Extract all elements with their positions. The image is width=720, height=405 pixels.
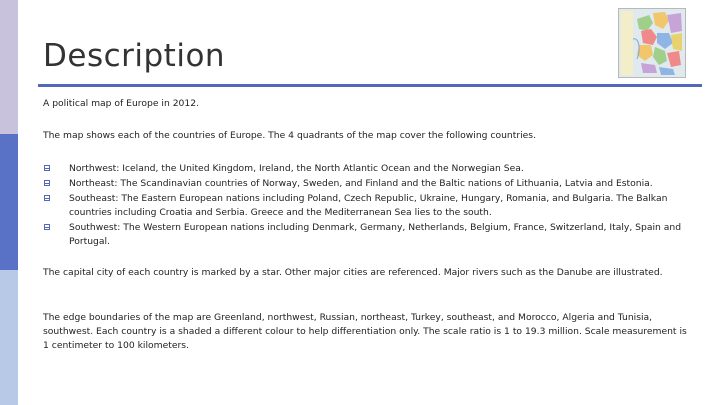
sidebar-color-band [0,0,18,405]
square-bullet-icon [44,165,50,171]
capitals-paragraph: The capital city of each country is marked by a star. Other major cities are referenced. Major rivers such as the Danube are illustrated. [43,267,663,278]
list-item-text: Southwest: The Western European nations including Denmark, Germany, Netherlands, Belgium, France, Switzerland, Italy, Spain and Portugal. [69,222,682,247]
square-bullet-icon [44,195,50,201]
sidebar-segment-middle [0,134,18,270]
europe-map-thumbnail-icon [618,8,686,78]
sidebar-segment-top [0,0,18,134]
square-bullet-icon [44,224,50,230]
title-underline [38,84,702,87]
list-item-text: Northwest: Iceland, the United Kingdom, Ireland, the North Atlantic Ocean and the Norwegian Sea. [69,163,524,174]
list-item [43,162,693,176]
page-title: Description [43,38,226,74]
list-item-text: Southeast: The Eastern European nations including Poland, Czech Republic, Ukraine, Hungary, Romania, and Bulgaria. The Balkan countries including Croatia and Serbia. Greece and the Mediterranean Sea lies to the south. [69,193,668,218]
boundaries-paragraph: The edge boundaries of the map are Greenland, northwest, Russian, northeast, Turkey, southeast, and Morocco, Algeria and Tunisia, southwest. Each country is a shaded a different colour to help differentiation only. The scale ratio is 1 to 19.3 million. Scale measurement is 1 centimeter to 100 kilometers. [43,312,687,351]
quadrant-list [43,162,693,250]
intro-paragraph: A political map of Europe in 2012. [43,98,200,109]
list-item [43,192,693,220]
list-item [43,177,693,191]
square-bullet-icon [44,180,50,186]
overview-paragraph: The map shows each of the countries of Europe. The 4 quadrants of the map cover the following countries. [43,130,537,141]
sidebar-segment-bottom [0,270,18,405]
list-item [43,221,693,249]
list-item-text: Northeast: The Scandinavian countries of Norway, Sweden, and Finland and the Baltic nations of Lithuania, Latvia and Estonia. [69,178,653,189]
